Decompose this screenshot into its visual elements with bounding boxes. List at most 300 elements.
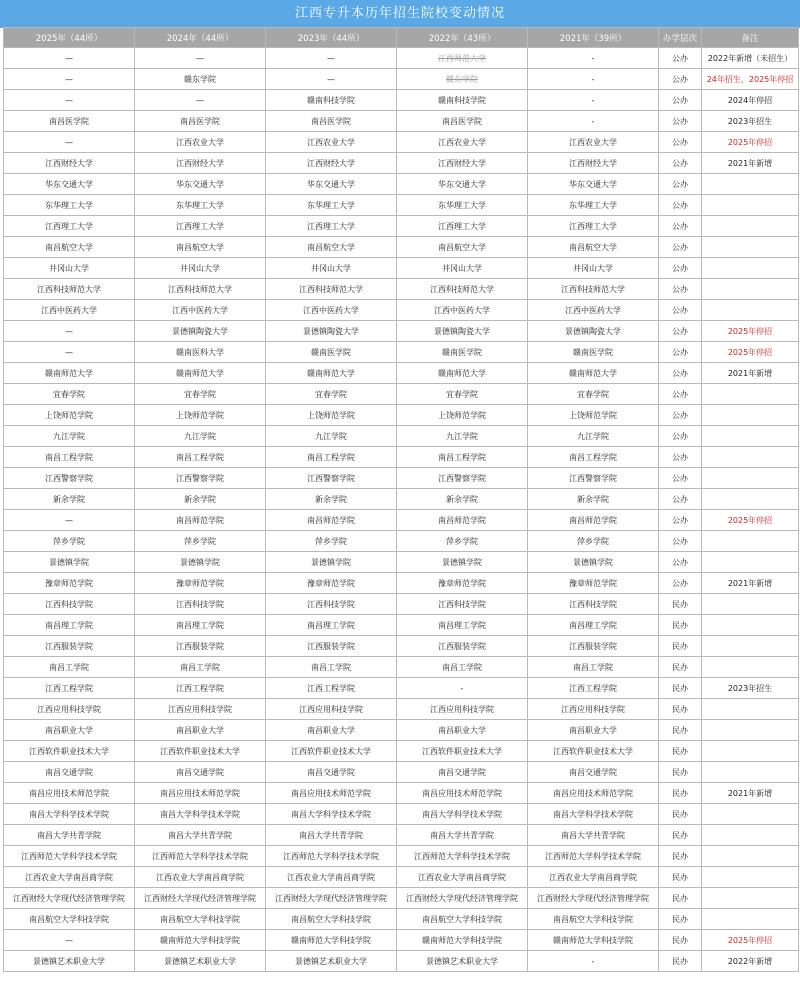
cell-remark: 2022年新增（未招生）: [702, 48, 799, 69]
cell-2023: 南昌工程学院: [266, 447, 397, 468]
cell-2022: 豫章师范学院: [397, 573, 528, 594]
cell-2022: 南昌师范学院: [397, 510, 528, 531]
table-row: [4, 867, 799, 888]
cell-2023: 南昌航空大学: [266, 237, 397, 258]
cell-2022: 江西应用科技学院: [397, 699, 528, 720]
cell-2023: 南昌应用技术师范学院: [266, 783, 397, 804]
cell-remark: 2025年停招: [702, 132, 799, 153]
cell-2024: 赣南师范大学科技学院: [135, 930, 266, 951]
table-row: [4, 825, 799, 846]
cell-2021: 江西科技师范大学: [528, 279, 659, 300]
cell-2022: 赣南医学院: [397, 342, 528, 363]
table-row: [4, 531, 799, 552]
cell-2022: 华东交通大学: [397, 174, 528, 195]
table-row: [4, 48, 799, 69]
table-row: [4, 384, 799, 405]
cell-2024: 江西财经大学现代经济管理学院: [135, 888, 266, 909]
cell-2023: —: [266, 69, 397, 90]
cell-school-type: 公办: [659, 111, 702, 132]
cell-school-type: 公办: [659, 69, 702, 90]
cell-school-type: 民办: [659, 804, 702, 825]
cell-2021: 南昌工学院: [528, 657, 659, 678]
table-row: [4, 615, 799, 636]
cell-2022: 江西农业大学南昌商学院: [397, 867, 528, 888]
cell-2023: 九江学院: [266, 426, 397, 447]
cell-2024: 南昌交通学院: [135, 762, 266, 783]
cell-school-type: 公办: [659, 48, 702, 69]
cell-remark: [702, 846, 799, 867]
cell-school-type: 公办: [659, 132, 702, 153]
table-row: [4, 90, 799, 111]
cell-2024: 南昌工程学院: [135, 447, 266, 468]
cell-2024: 南昌职业大学: [135, 720, 266, 741]
table-row: [4, 678, 799, 699]
table-row: [4, 174, 799, 195]
cell-2023: 江西师范大学科学技术学院: [266, 846, 397, 867]
table-row: [4, 132, 799, 153]
table-row: [4, 573, 799, 594]
table-row: [4, 153, 799, 174]
cell-2023: 江西工程学院: [266, 678, 397, 699]
cell-remark: [702, 531, 799, 552]
header-school-type: 办学层次: [659, 28, 702, 48]
table-row: [4, 426, 799, 447]
cell-2022: 江西农业大学: [397, 132, 528, 153]
cell-2024: 江西科技学院: [135, 594, 266, 615]
cell-2023: 江西财经大学现代经济管理学院: [266, 888, 397, 909]
cell-school-type: 民办: [659, 657, 702, 678]
cell-2024: 九江学院: [135, 426, 266, 447]
cell-2024: 江西理工大学: [135, 216, 266, 237]
table-row: [4, 888, 799, 909]
cell-2022: 九江学院: [397, 426, 528, 447]
cell-school-type: 公办: [659, 216, 702, 237]
cell-remark: [702, 195, 799, 216]
cell-2023: 景德镇艺术职业大学: [266, 951, 397, 972]
cell-2023: 豫章师范学院: [266, 573, 397, 594]
cell-school-type: 公办: [659, 531, 702, 552]
cell-school-type: 公办: [659, 300, 702, 321]
cell-2022: 南昌大学科学技术学院: [397, 804, 528, 825]
cell-2021: -: [528, 90, 659, 111]
cell-2024: 井冈山大学: [135, 258, 266, 279]
cell-2022: 南昌职业大学: [397, 720, 528, 741]
table-row: [4, 510, 799, 531]
table-row: [4, 909, 799, 930]
cell-2021: 江西财经大学现代经济管理学院: [528, 888, 659, 909]
table-row: [4, 216, 799, 237]
cell-remark: [702, 489, 799, 510]
cell-2021: 东华理工大学: [528, 195, 659, 216]
cell-remark: [702, 615, 799, 636]
cell-2021: 江西理工大学: [528, 216, 659, 237]
cell-2023: 江西服装学院: [266, 636, 397, 657]
cell-remark: 2025年停招: [702, 321, 799, 342]
cell-2025: 华东交通大学: [4, 174, 135, 195]
cell-2023: 江西农业大学: [266, 132, 397, 153]
cell-2023: 景德镇学院: [266, 552, 397, 573]
cell-remark: 2024年停招: [702, 90, 799, 111]
cell-school-type: 民办: [659, 720, 702, 741]
cell-2024: 江西农业大学南昌商学院: [135, 867, 266, 888]
cell-2023: 赣南科技学院: [266, 90, 397, 111]
cell-2023: —: [266, 48, 397, 69]
cell-2022: 上饶师范学院: [397, 405, 528, 426]
table-row: [4, 783, 799, 804]
table-row: [4, 741, 799, 762]
cell-2023: 江西财经大学: [266, 153, 397, 174]
table-row: [4, 363, 799, 384]
cell-2025: 东华理工大学: [4, 195, 135, 216]
cell-2024: 华东交通大学: [135, 174, 266, 195]
cell-2024: 赣南医科大学: [135, 342, 266, 363]
cell-2023: 南昌师范学院: [266, 510, 397, 531]
table-row: [4, 636, 799, 657]
cell-2021: 赣南师范大学: [528, 363, 659, 384]
cell-2025: 南昌职业大学: [4, 720, 135, 741]
cell-2023: 赣南师范大学科技学院: [266, 930, 397, 951]
cell-2022: 江西服装学院: [397, 636, 528, 657]
cell-school-type: 民办: [659, 909, 702, 930]
cell-remark: 2025年停招: [702, 930, 799, 951]
cell-school-type: 公办: [659, 510, 702, 531]
table-row: [4, 447, 799, 468]
cell-2024: 江西工程学院: [135, 678, 266, 699]
table-body: [4, 48, 799, 972]
cell-2025: 九江学院: [4, 426, 135, 447]
cell-remark: [702, 174, 799, 195]
cell-2025: —: [4, 930, 135, 951]
cell-2021: 江西农业大学南昌商学院: [528, 867, 659, 888]
cell-2025: —: [4, 48, 135, 69]
cell-2025: 江西工程学院: [4, 678, 135, 699]
cell-2022: 宜春学院: [397, 384, 528, 405]
cell-2024: 南昌航空大学科技学院: [135, 909, 266, 930]
cell-2024: 赣东学院: [135, 69, 266, 90]
cell-2024: 萍乡学院: [135, 531, 266, 552]
cell-2024: 景德镇学院: [135, 552, 266, 573]
cell-remark: 24年招生，2025年停招: [702, 69, 799, 90]
cell-school-type: 民办: [659, 867, 702, 888]
header-2023: 2023年（44所）: [266, 28, 397, 48]
cell-2021: 新余学院: [528, 489, 659, 510]
cell-school-type: 民办: [659, 636, 702, 657]
cell-remark: [702, 741, 799, 762]
cell-2022: 南昌工程学院: [397, 447, 528, 468]
cell-school-type: 公办: [659, 279, 702, 300]
table-row: [4, 195, 799, 216]
cell-school-type: 公办: [659, 447, 702, 468]
cell-2021: 景德镇学院: [528, 552, 659, 573]
cell-remark: [702, 594, 799, 615]
cell-school-type: 公办: [659, 573, 702, 594]
cell-2023: 江西中医药大学: [266, 300, 397, 321]
cell-remark: [702, 720, 799, 741]
cell-2023: 南昌大学共青学院: [266, 825, 397, 846]
cell-2024: 南昌大学科学技术学院: [135, 804, 266, 825]
table-row: [4, 279, 799, 300]
cell-2025: 南昌工程学院: [4, 447, 135, 468]
cell-remark: [702, 762, 799, 783]
cell-remark: [702, 216, 799, 237]
cell-2025: 景德镇艺术职业大学: [4, 951, 135, 972]
table-row: [4, 468, 799, 489]
cell-school-type: 公办: [659, 489, 702, 510]
cell-2024: 江西师范大学科学技术学院: [135, 846, 266, 867]
cell-remark: [702, 384, 799, 405]
table-row: [4, 111, 799, 132]
cell-2024: 景德镇陶瓷大学: [135, 321, 266, 342]
table-row: [4, 951, 799, 972]
cell-2025: 江西财经大学现代经济管理学院: [4, 888, 135, 909]
cell-2024: 江西服装学院: [135, 636, 266, 657]
cell-2024: 赣南师范大学: [135, 363, 266, 384]
header-2021: 2021年（39所）: [528, 28, 659, 48]
cell-school-type: 公办: [659, 90, 702, 111]
cell-2021: 南昌大学科学技术学院: [528, 804, 659, 825]
cell-2022: 南昌交通学院: [397, 762, 528, 783]
cell-2025: 南昌大学科学技术学院: [4, 804, 135, 825]
cell-2023: 南昌职业大学: [266, 720, 397, 741]
cell-2025: 豫章师范学院: [4, 573, 135, 594]
cell-school-type: 民办: [659, 825, 702, 846]
cell-2024: 东华理工大学: [135, 195, 266, 216]
table-row: [4, 846, 799, 867]
cell-school-type: 民办: [659, 594, 702, 615]
cell-2025: 江西应用科技学院: [4, 699, 135, 720]
cell-2023: 南昌大学科学技术学院: [266, 804, 397, 825]
cell-school-type: 公办: [659, 552, 702, 573]
cell-2024: 南昌师范学院: [135, 510, 266, 531]
cell-remark: [702, 552, 799, 573]
cell-remark: [702, 279, 799, 300]
cell-2025: 江西服装学院: [4, 636, 135, 657]
cell-2024: 新余学院: [135, 489, 266, 510]
cell-2024: 江西科技师范大学: [135, 279, 266, 300]
cell-2023: 东华理工大学: [266, 195, 397, 216]
cell-2021: 南昌工程学院: [528, 447, 659, 468]
cell-2024: 江西农业大学: [135, 132, 266, 153]
cell-2025: 江西软件职业技术大学: [4, 741, 135, 762]
header-2025: 2025年（44所）: [4, 28, 135, 48]
cell-2024: 江西应用科技学院: [135, 699, 266, 720]
table-row: [4, 720, 799, 741]
cell-2022: 井冈山大学: [397, 258, 528, 279]
cell-2022: 南昌大学共青学院: [397, 825, 528, 846]
cell-2023: 井冈山大学: [266, 258, 397, 279]
cell-2025: 南昌大学共青学院: [4, 825, 135, 846]
cell-remark: [702, 825, 799, 846]
cell-school-type: 民办: [659, 783, 702, 804]
cell-2022: 南昌航空大学: [397, 237, 528, 258]
cell-2024: 南昌航空大学: [135, 237, 266, 258]
cell-school-type: 公办: [659, 174, 702, 195]
table-row: [4, 594, 799, 615]
cell-2024: 江西财经大学: [135, 153, 266, 174]
cell-2025: —: [4, 321, 135, 342]
cell-2021: 井冈山大学: [528, 258, 659, 279]
cell-2022: 南昌医学院: [397, 111, 528, 132]
cell-2021: 江西财经大学: [528, 153, 659, 174]
cell-2023: 江西应用科技学院: [266, 699, 397, 720]
header-row: [4, 28, 799, 48]
cell-remark: 2023年招生: [702, 678, 799, 699]
cell-2021: -: [528, 48, 659, 69]
table-title: 江西专升本历年招生院校变动情况: [0, 0, 800, 28]
cell-2022: 景德镇学院: [397, 552, 528, 573]
cell-2025: —: [4, 342, 135, 363]
cell-2021: 南昌航空大学: [528, 237, 659, 258]
cell-2022: 江西财经大学现代经济管理学院: [397, 888, 528, 909]
cell-2023: 上饶师范学院: [266, 405, 397, 426]
cell-2025: 南昌交通学院: [4, 762, 135, 783]
cell-2022: 南昌应用技术师范学院: [397, 783, 528, 804]
cell-school-type: 民办: [659, 699, 702, 720]
cell-2025: 南昌应用技术师范学院: [4, 783, 135, 804]
table-row: [4, 489, 799, 510]
cell-2022: 赣南师范大学科技学院: [397, 930, 528, 951]
cell-2025: 江西师范大学科学技术学院: [4, 846, 135, 867]
cell-2023: 江西软件职业技术大学: [266, 741, 397, 762]
cell-2025: 江西科技师范大学: [4, 279, 135, 300]
table-row: [4, 237, 799, 258]
cell-2021: -: [528, 69, 659, 90]
cell-school-type: 民办: [659, 930, 702, 951]
cell-2024: 南昌大学共青学院: [135, 825, 266, 846]
cell-2025: 萍乡学院: [4, 531, 135, 552]
cell-remark: 2021年新增: [702, 363, 799, 384]
table-row: [4, 657, 799, 678]
cell-2023: 南昌航空大学科技学院: [266, 909, 397, 930]
table-row: [4, 69, 799, 90]
cell-2022: 新余学院: [397, 489, 528, 510]
cell-2023: 宜春学院: [266, 384, 397, 405]
cell-school-type: 公办: [659, 384, 702, 405]
cell-2023: 萍乡学院: [266, 531, 397, 552]
cell-remark: 2021年新增: [702, 573, 799, 594]
cell-2023: 南昌医学院: [266, 111, 397, 132]
table-row: [4, 930, 799, 951]
cell-2025: 江西科技学院: [4, 594, 135, 615]
cell-2024: 江西软件职业技术大学: [135, 741, 266, 762]
cell-remark: 2023年招生: [702, 111, 799, 132]
cell-2024: 豫章师范学院: [135, 573, 266, 594]
cell-2021: 上饶师范学院: [528, 405, 659, 426]
header-remarks: 备注: [702, 28, 799, 48]
table-row: [4, 405, 799, 426]
cell-2022: 江西科技师范大学: [397, 279, 528, 300]
cell-2021: 江西科技学院: [528, 594, 659, 615]
cell-school-type: 民办: [659, 741, 702, 762]
cell-school-type: 公办: [659, 363, 702, 384]
cell-2024: —: [135, 48, 266, 69]
cell-2021: 南昌应用技术师范学院: [528, 783, 659, 804]
cell-2025: 江西理工大学: [4, 216, 135, 237]
cell-2024: 南昌工学院: [135, 657, 266, 678]
cell-2021: 赣南师范大学科技学院: [528, 930, 659, 951]
cell-school-type: 民办: [659, 846, 702, 867]
cell-2022: 江西理工大学: [397, 216, 528, 237]
cell-2025: 南昌航空大学科技学院: [4, 909, 135, 930]
cell-2023: 江西警察学院: [266, 468, 397, 489]
cell-2023: 江西科技学院: [266, 594, 397, 615]
cell-2021: 华东交通大学: [528, 174, 659, 195]
cell-2021: 南昌大学共青学院: [528, 825, 659, 846]
cell-remark: 2021年新增: [702, 783, 799, 804]
cell-2023: 南昌工学院: [266, 657, 397, 678]
cell-2021: 江西中医药大学: [528, 300, 659, 321]
cell-2023: 景德镇陶瓷大学: [266, 321, 397, 342]
header-2024: 2024年（44所）: [135, 28, 266, 48]
table-row: [4, 804, 799, 825]
cell-2025: —: [4, 510, 135, 531]
cell-2021: 江西师范大学科学技术学院: [528, 846, 659, 867]
cell-2024: —: [135, 90, 266, 111]
cell-school-type: 公办: [659, 468, 702, 489]
cell-2024: 南昌应用技术师范学院: [135, 783, 266, 804]
cell-2025: 新余学院: [4, 489, 135, 510]
cell-2022: 江西软件职业技术大学: [397, 741, 528, 762]
cell-remark: [702, 237, 799, 258]
cell-2023: 江西农业大学南昌商学院: [266, 867, 397, 888]
cell-2025: 井冈山大学: [4, 258, 135, 279]
cell-remark: [702, 300, 799, 321]
cell-2022: 赣南师范大学: [397, 363, 528, 384]
cell-2021: 赣南医学院: [528, 342, 659, 363]
cell-2023: 江西理工大学: [266, 216, 397, 237]
cell-2023: 南昌理工学院: [266, 615, 397, 636]
cell-remark: 2025年停招: [702, 342, 799, 363]
table-row: [4, 258, 799, 279]
cell-2024: 江西中医药大学: [135, 300, 266, 321]
cell-2023: 新余学院: [266, 489, 397, 510]
cell-2021: 江西工程学院: [528, 678, 659, 699]
cell-2025: 江西农业大学南昌商学院: [4, 867, 135, 888]
cell-2021: 江西农业大学: [528, 132, 659, 153]
cell-2022: 江西警察学院: [397, 468, 528, 489]
cell-2022: 景德镇艺术职业大学: [397, 951, 528, 972]
cell-2022: 景德镇陶瓷大学: [397, 321, 528, 342]
cell-school-type: 民办: [659, 951, 702, 972]
cell-school-type: 公办: [659, 321, 702, 342]
cell-2025: 江西财经大学: [4, 153, 135, 174]
cell-remark: [702, 405, 799, 426]
cell-school-type: 民办: [659, 678, 702, 699]
cell-remark: [702, 258, 799, 279]
cell-2021: 江西服装学院: [528, 636, 659, 657]
cell-2021: 萍乡学院: [528, 531, 659, 552]
cell-2025: 南昌理工学院: [4, 615, 135, 636]
cell-2023: 南昌交通学院: [266, 762, 397, 783]
cell-2023: 华东交通大学: [266, 174, 397, 195]
cell-remark: [702, 447, 799, 468]
cell-remark: [702, 699, 799, 720]
cell-2022: 南昌理工学院: [397, 615, 528, 636]
cell-school-type: 公办: [659, 153, 702, 174]
cell-2025: 南昌工学院: [4, 657, 135, 678]
cell-2021: -: [528, 951, 659, 972]
cell-2021: 江西应用科技学院: [528, 699, 659, 720]
cell-2021: 江西警察学院: [528, 468, 659, 489]
cell-remark: 2025年停招: [702, 510, 799, 531]
cell-2024: 南昌理工学院: [135, 615, 266, 636]
cell-remark: [702, 636, 799, 657]
cell-2024: 南昌医学院: [135, 111, 266, 132]
cell-2021: 南昌职业大学: [528, 720, 659, 741]
school-change-table: [3, 27, 799, 972]
table-row: [4, 699, 799, 720]
table-row: [4, 762, 799, 783]
